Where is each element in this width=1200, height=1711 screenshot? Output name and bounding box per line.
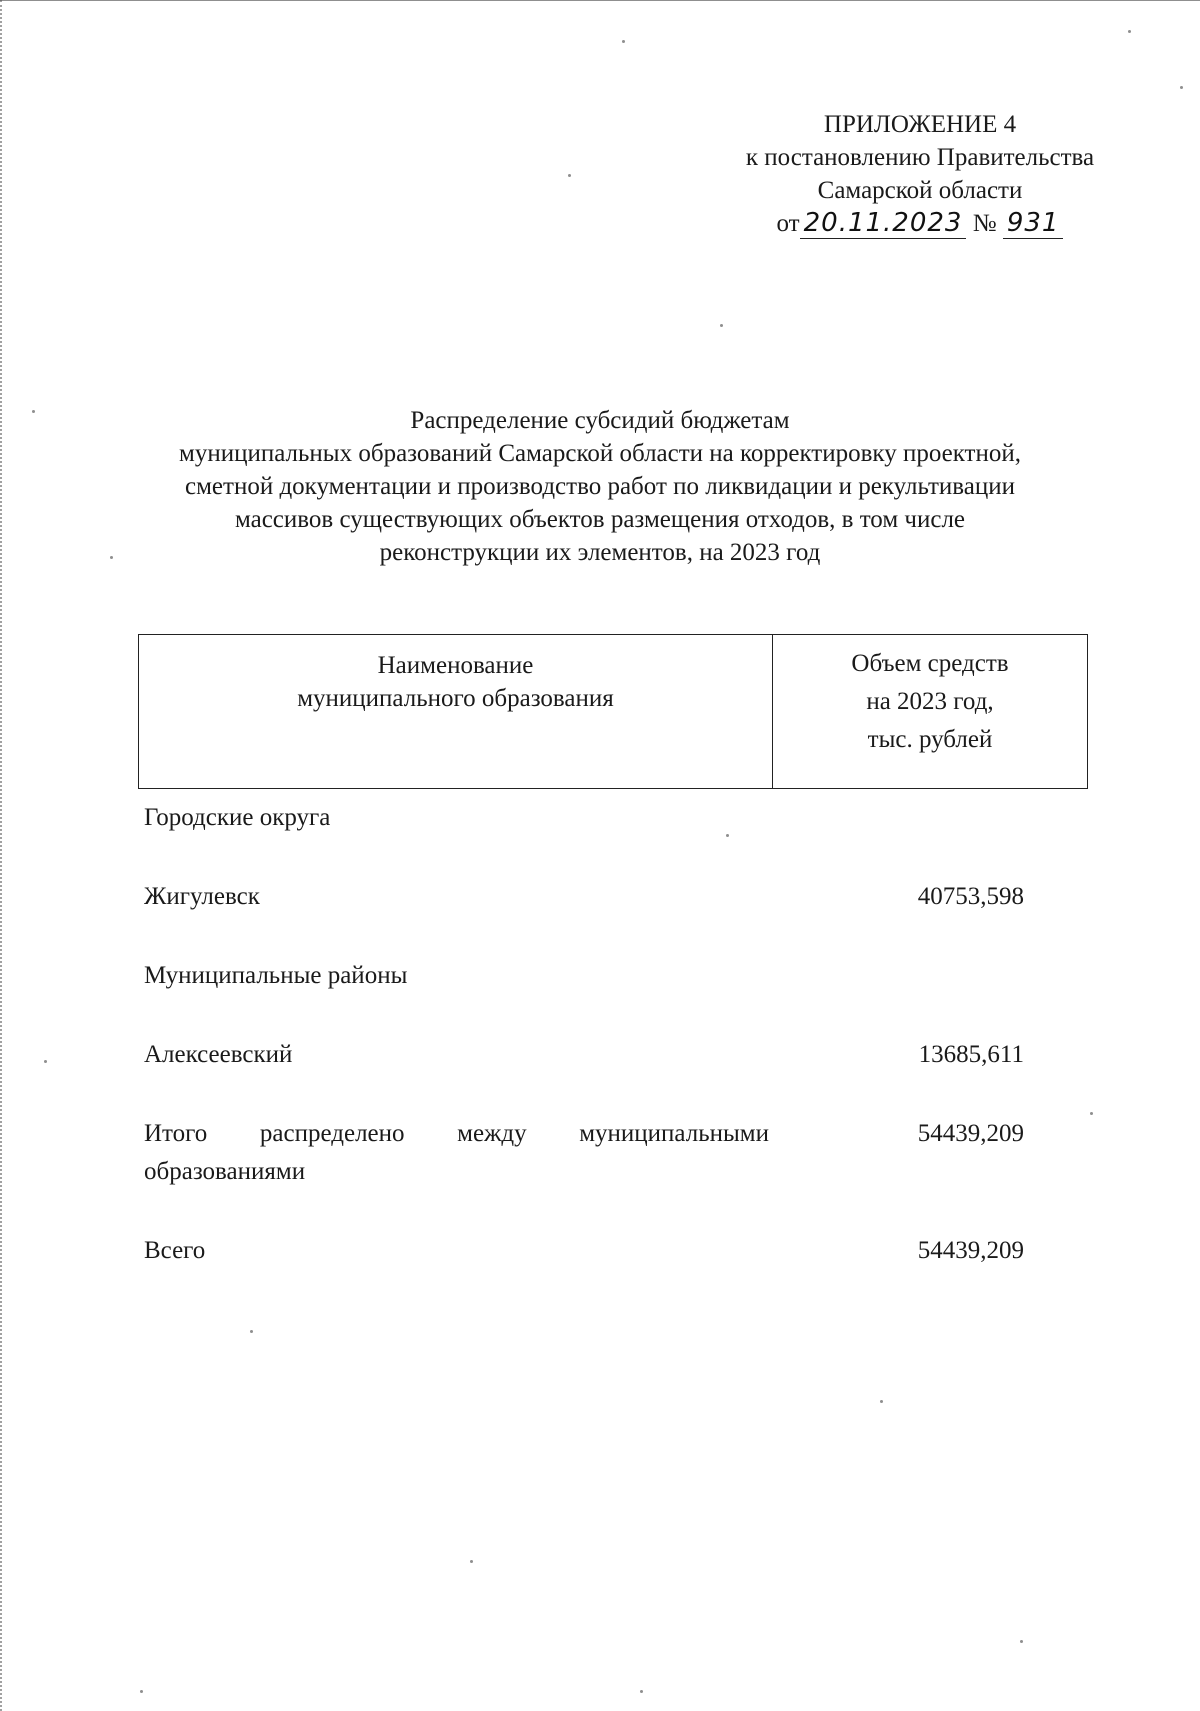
- column-header-value-line: на 2023 год,: [866, 688, 994, 715]
- scan-speck: [1020, 1640, 1023, 1643]
- row-value: [769, 799, 1024, 837]
- column-header-name-line: Наименование: [377, 652, 534, 679]
- appendix-title: ПРИЛОЖЕНИЕ 4: [823, 111, 1017, 138]
- scan-speck: [622, 40, 625, 43]
- title-line: сметной документации и производство работ по ликвидации и рекультивации: [185, 473, 1015, 500]
- appendix-header: [700, 108, 1140, 240]
- scan-speck: [140, 1690, 143, 1693]
- appendix-region-line: Самарской области: [817, 177, 1023, 204]
- scan-speck: [1090, 1112, 1093, 1115]
- scan-speck: [110, 556, 113, 559]
- scan-speck: [640, 1690, 643, 1693]
- column-header-value-line: Объем средств: [851, 650, 1009, 677]
- title-line: массивов существующих объектов размещения отходов, в том числе: [234, 506, 966, 533]
- scan-speck: [1180, 86, 1183, 89]
- scan-speck: [720, 324, 723, 327]
- scan-speck: [470, 1560, 473, 1563]
- row-name: Городские округа: [144, 804, 331, 831]
- row-name: Муниципальные районы: [144, 962, 408, 989]
- table-header: [138, 634, 1088, 789]
- scan-speck: [250, 1330, 253, 1333]
- row-name-line: образованиями: [144, 1158, 306, 1185]
- appendix-resolution-line: к постановлению Правительства: [745, 144, 1095, 171]
- row-name: Всего: [144, 1237, 206, 1264]
- scan-speck: [880, 1400, 883, 1403]
- row-name: Жигулевск: [144, 883, 260, 910]
- table-row: [144, 1232, 1089, 1270]
- row-name: Алексеевский: [144, 1041, 293, 1068]
- number-prefix: №: [972, 210, 997, 237]
- scan-speck: [32, 410, 35, 413]
- table-row: [144, 878, 1089, 916]
- column-header-value: [773, 635, 1087, 788]
- scan-speck: [568, 174, 571, 177]
- scan-edge-top: [0, 0, 1200, 1]
- row-name: [144, 1115, 769, 1191]
- column-header-value-line: тыс. рублей: [867, 726, 993, 753]
- row-value: 54439,209: [917, 1120, 1024, 1147]
- column-header-name: [139, 635, 773, 788]
- row-value: 40753,598: [917, 883, 1024, 910]
- scan-edge-left: [0, 0, 5, 1711]
- appendix-date-line: [700, 207, 1140, 240]
- table-row: [144, 1036, 1089, 1074]
- handwritten-date: 20.11.2023: [800, 208, 967, 239]
- row-value: [769, 957, 1024, 995]
- date-prefix: от: [776, 210, 800, 237]
- table-row: [144, 957, 1089, 995]
- title-line: реконструкции их элементов, на 2023 год: [379, 539, 821, 566]
- row-name-line: Итого распределено между муниципальными: [144, 1120, 769, 1147]
- column-header-name-line: муниципального образования: [297, 685, 614, 712]
- scan-speck: [44, 1060, 47, 1063]
- row-value: 54439,209: [917, 1237, 1024, 1264]
- title-line: Распределение субсидий бюджетам: [410, 407, 790, 434]
- title-line: муниципальных образований Самарской области на корректировку проектной,: [179, 440, 1021, 467]
- document-title: [150, 404, 1050, 569]
- scan-speck: [1128, 30, 1131, 33]
- table-row: [144, 1115, 1089, 1191]
- handwritten-number: 931: [1003, 208, 1064, 239]
- table-row: [144, 799, 1089, 837]
- row-value: 13685,611: [918, 1041, 1024, 1068]
